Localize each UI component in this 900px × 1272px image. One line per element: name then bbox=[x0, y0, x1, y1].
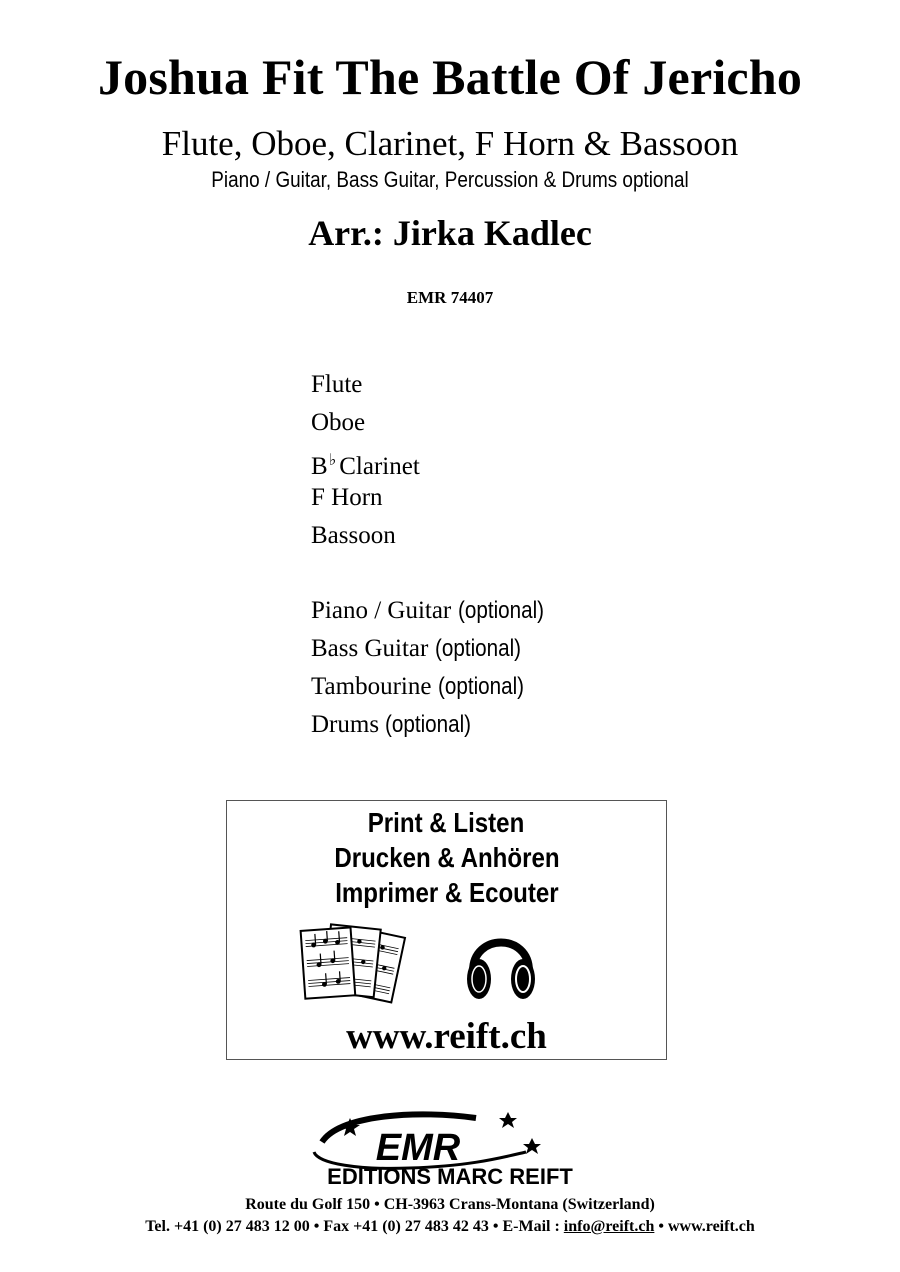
clarinet-key: B bbox=[311, 453, 328, 480]
tambourine-label: Tambourine bbox=[311, 673, 432, 700]
promo-line-english: Print & Listen bbox=[368, 807, 525, 838]
email-link[interactable]: info@reift.ch bbox=[563, 1218, 655, 1235]
instrument-drums bbox=[311, 710, 485, 740]
promo-line-french: Imprimer & Ecouter bbox=[334, 877, 559, 908]
headphones-icon bbox=[465, 921, 537, 1003]
publisher-contact bbox=[0, 1218, 900, 1236]
instrument-bassoon: Bassoon bbox=[311, 522, 396, 549]
optional-label: (optional) bbox=[437, 673, 524, 700]
catalog-number: EMR 74407 bbox=[406, 288, 494, 307]
instrument-clarinet bbox=[311, 446, 420, 482]
print-listen-box bbox=[226, 800, 667, 1060]
bass-guitar-label: Bass Guitar bbox=[311, 635, 429, 662]
publisher-name: EDITIONS MARC REIFT bbox=[327, 1164, 573, 1188]
clarinet-label: Clarinet bbox=[339, 453, 420, 480]
promo-url[interactable]: www.reift.ch bbox=[346, 1016, 547, 1057]
arranger-credit: Arr.: Jirka Kadlec bbox=[308, 213, 592, 253]
optional-label: (optional) bbox=[434, 635, 521, 662]
promo-line-german: Drucken & Anhören bbox=[333, 842, 560, 873]
instrument-flute: Flute bbox=[311, 371, 363, 398]
publisher-address: Route du Golf 150 • CH-3963 Crans-Montana (Switzerland) bbox=[245, 1196, 655, 1213]
emr-logo-text: EMR bbox=[375, 1127, 461, 1169]
piano-guitar-label: Piano / Guitar bbox=[311, 597, 452, 624]
instrumentation-subtitle: Flute, Oboe, Clarinet, F Horn & Bassoon bbox=[161, 124, 739, 163]
optional-label: (optional) bbox=[385, 711, 472, 738]
instrument-horn: F Horn bbox=[311, 484, 383, 511]
contact-phone-fax: Tel. +41 (0) 27 483 12 00 • Fax +41 (0) 27 483 42 43 • E-Mail : bbox=[145, 1218, 564, 1235]
instrument-oboe: Oboe bbox=[311, 409, 366, 436]
page-title: Joshua Fit The Battle Of Jericho bbox=[97, 49, 803, 105]
emr-logo bbox=[300, 1108, 600, 1188]
instrument-tambourine bbox=[311, 672, 538, 702]
contact-website: • www.reift.ch bbox=[654, 1218, 755, 1235]
flat-symbol: ♭ bbox=[328, 452, 337, 469]
drums-label: Drums bbox=[311, 711, 380, 738]
sheet-music-icon bbox=[299, 919, 411, 1009]
instrument-bass-guitar bbox=[311, 634, 535, 664]
optional-label: (optional) bbox=[457, 597, 544, 624]
instrument-piano-guitar bbox=[311, 596, 558, 626]
optional-instruments-line: Piano / Guitar, Bass Guitar, Percussion & Drums optional bbox=[211, 167, 689, 192]
